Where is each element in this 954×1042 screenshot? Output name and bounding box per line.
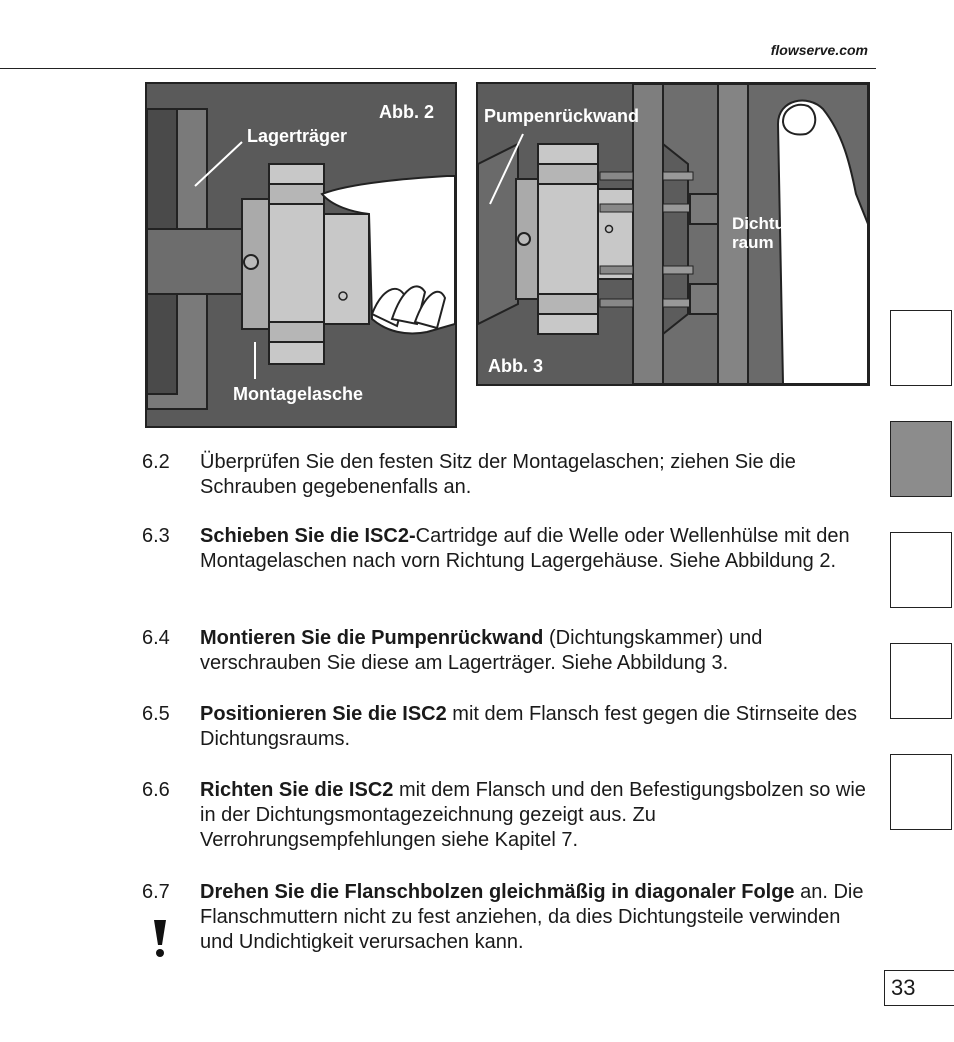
label-dichtungsraum-1: Dichtungs- bbox=[732, 214, 821, 233]
label-montagelasche: Montagelasche bbox=[233, 384, 364, 404]
label-lagertraeger: Lagerträger bbox=[247, 126, 348, 146]
step-number: 6.4 bbox=[142, 627, 170, 649]
header-rule bbox=[0, 68, 876, 69]
label-dichtungsraum-2: raum bbox=[732, 233, 774, 252]
figure-abb-3-drawing bbox=[478, 84, 868, 384]
step-number: 6.3 bbox=[142, 525, 170, 547]
step-number: 6.2 bbox=[142, 451, 170, 473]
figure-abb-2-caption: Abb. 2 bbox=[379, 102, 435, 122]
section-tab-1[interactable] bbox=[890, 310, 952, 386]
step-text: Drehen Sie die Flanschbolzen gleichmäßig in diagonaler Folge an. Die Flanschmuttern nicht zu fest anziehen, da dies Dichtungsteile verwinden und Undichtigkeit verursachen kann. bbox=[200, 881, 864, 953]
section-tab-4[interactable] bbox=[890, 643, 952, 719]
step-text: Richten Sie die ISC2 mit dem Flansch und den Befestigungsbolzen so wie in der Dichtungsmontagezeichnung gezeigt aus. Zu Verrohrungsempfehlungen siehe Kapitel 7. bbox=[200, 779, 866, 851]
figure-abb-2 bbox=[145, 82, 457, 428]
step-text: Montieren Sie die Pumpenrückwand (Dichtungskammer) und verschrauben Sie diese am Lagerträger. Siehe Abbildung 3. bbox=[200, 627, 763, 674]
site-url: flowserve.com bbox=[770, 42, 868, 58]
figure-abb-3 bbox=[476, 82, 870, 386]
step-number: 6.6 bbox=[142, 779, 170, 801]
figure-abb-3-caption: Abb. 3 bbox=[488, 356, 544, 376]
step-number: 6.5 bbox=[142, 703, 170, 725]
section-tab-5[interactable] bbox=[890, 754, 952, 830]
step-text: Positionieren Sie die ISC2 mit dem Flansch fest gegen die Stirnseite des Dichtungsraums. bbox=[200, 703, 857, 750]
label-pumpenrueckwand: Pumpenrückwand bbox=[484, 106, 640, 126]
step-text: Schieben Sie die ISC2-Cartridge auf die Welle oder Wellenhülse mit den Montagelaschen nach vorn Richtung Lagergehäuse. Siehe Abbildung 2. bbox=[200, 525, 850, 572]
section-tab-2-active[interactable] bbox=[890, 421, 952, 497]
step-text: Überprüfen Sie den festen Sitz der Montagelaschen; ziehen Sie die Schrauben gegebenenfalls an. bbox=[200, 451, 796, 498]
step-number: 6.7 bbox=[142, 881, 170, 903]
exclamation-icon bbox=[150, 918, 170, 958]
page-number: 33 bbox=[884, 970, 954, 1006]
section-tab-3[interactable] bbox=[890, 532, 952, 608]
